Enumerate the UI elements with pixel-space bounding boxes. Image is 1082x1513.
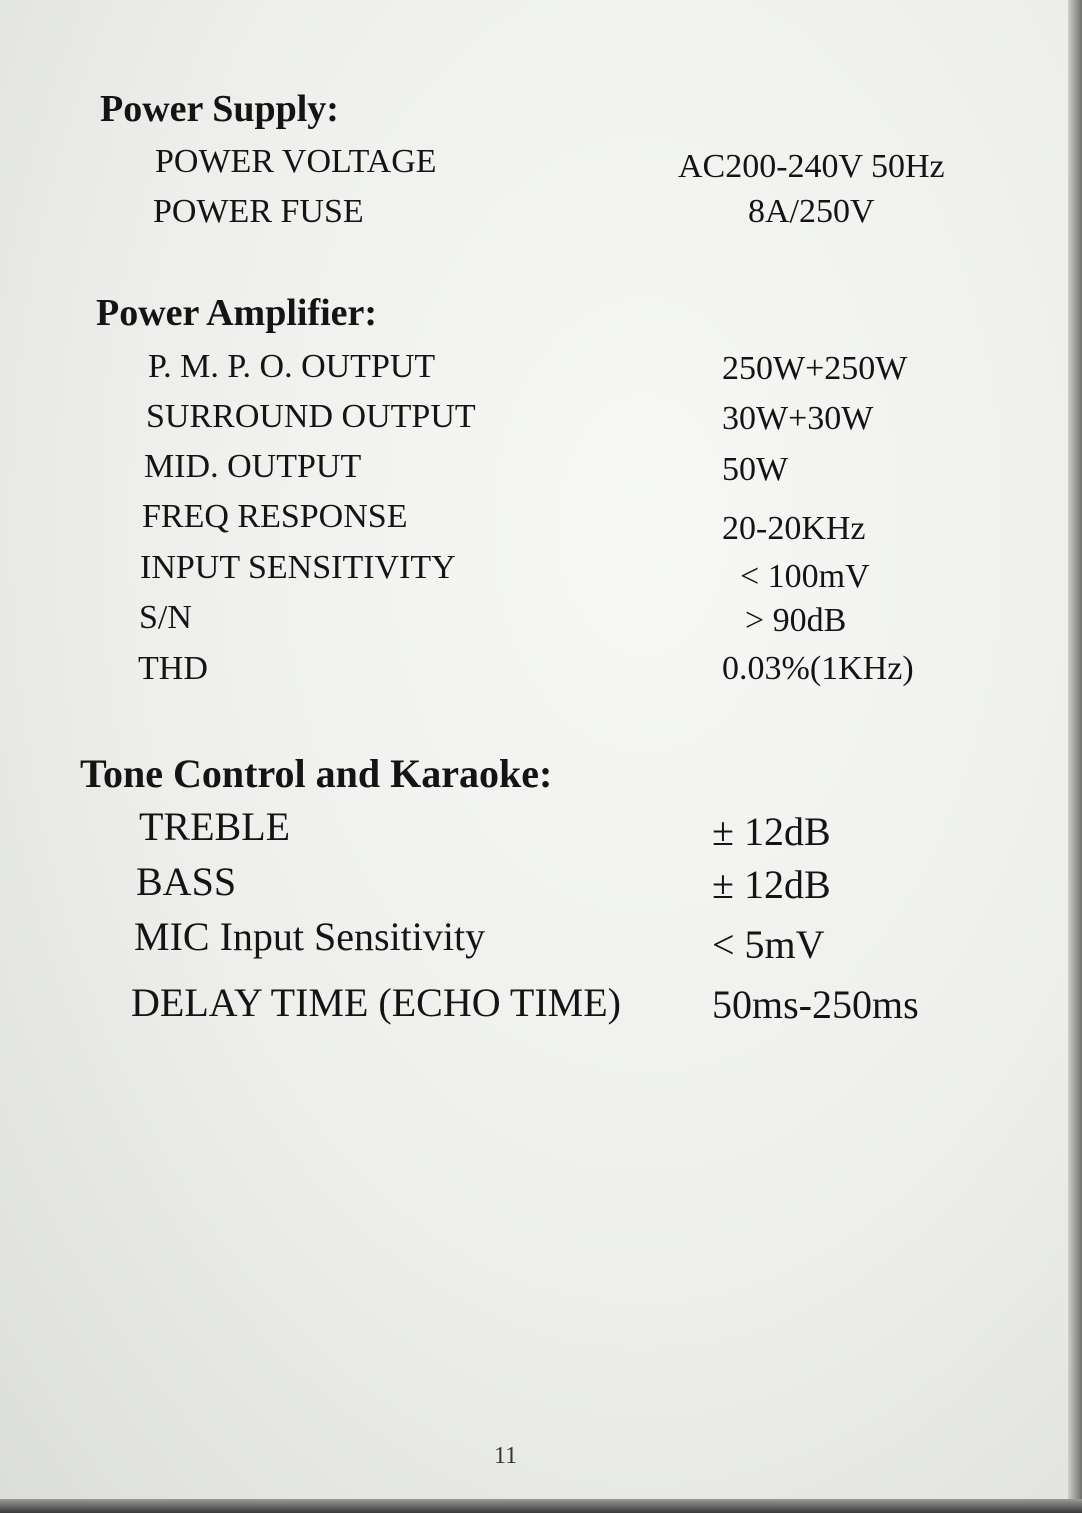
spec-label: BASS — [136, 859, 237, 904]
spec-value: 8A/250V — [748, 193, 875, 230]
page-edge-shadow — [1068, 0, 1082, 1513]
section-heading-power-supply: Power Supply: — [100, 88, 339, 130]
spec-label: INPUT SENSITIVITY — [140, 549, 456, 586]
spec-label: P. M. P. O. OUTPUT — [148, 348, 436, 385]
spec-value: < 5mV — [712, 922, 825, 967]
spec-value: < 100mV — [740, 558, 870, 595]
spec-label: SURROUND OUTPUT — [146, 398, 476, 435]
spec-value: 50ms-250ms — [712, 982, 919, 1027]
page-bottom-shadow — [0, 1499, 1082, 1513]
spec-value: > 90dB — [745, 602, 847, 639]
section-heading-power-amplifier: Power Amplifier: — [96, 292, 378, 334]
spec-label: POWER VOLTAGE — [155, 143, 437, 180]
spec-value: 20-20KHz — [722, 510, 866, 547]
spec-label: S/N — [139, 599, 192, 636]
spec-label: TREBLE — [139, 804, 291, 849]
spec-value: ± 12dB — [712, 862, 831, 907]
spec-value: 30W+30W — [722, 400, 874, 437]
spec-label: MID. OUTPUT — [144, 448, 362, 485]
spec-value: ± 12dB — [712, 809, 831, 854]
spec-value: AC200-240V 50Hz — [678, 148, 945, 185]
spec-label: THD — [138, 650, 208, 687]
spec-value: 0.03%(1KHz) — [722, 650, 914, 687]
section-heading-tone-control: Tone Control and Karaoke: — [80, 751, 553, 796]
spec-value: 50W — [722, 451, 789, 488]
spec-label: DELAY TIME (ECHO TIME) — [131, 980, 621, 1025]
spec-label: MIC Input Sensitivity — [134, 914, 486, 959]
spec-label: FREQ RESPONSE — [142, 498, 408, 535]
page-number: 11 — [494, 1443, 518, 1469]
spec-value: 250W+250W — [722, 350, 908, 387]
spec-label: POWER FUSE — [153, 193, 364, 230]
